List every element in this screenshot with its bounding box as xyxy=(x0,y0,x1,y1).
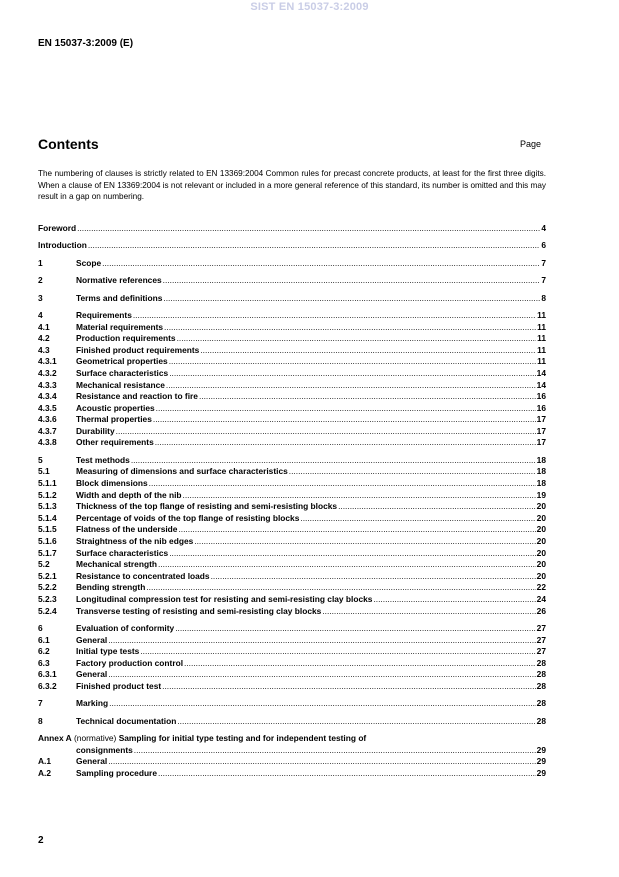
toc-entry[interactable] xyxy=(38,548,546,560)
toc-leader-dots xyxy=(322,606,535,618)
toc-entry-title: Percentage of voids of the top flange of resisting blocks xyxy=(76,512,300,523)
toc-entry-title: Finished product test xyxy=(76,680,162,691)
toc-entry-number: A.1 xyxy=(38,756,52,767)
annex-title-row xyxy=(38,745,546,757)
toc-entry-page: 20 xyxy=(536,536,546,547)
toc-leader-dots xyxy=(175,623,535,635)
toc-entry[interactable] xyxy=(38,478,546,490)
toc-entry-title: Foreword xyxy=(38,223,77,233)
toc-entry-number: 4.1 xyxy=(38,321,50,332)
page-number: 2 xyxy=(38,835,44,846)
toc-leader-dots xyxy=(163,275,541,287)
toc-entry-title: Surface characteristics xyxy=(76,547,169,558)
toc-entry[interactable] xyxy=(38,223,546,235)
toc-entry[interactable] xyxy=(38,391,546,403)
toc-entry-title: Normative references xyxy=(76,275,162,286)
toc-entry[interactable] xyxy=(38,368,546,380)
toc-leader-dots xyxy=(102,258,540,270)
toc-entry[interactable] xyxy=(38,380,546,392)
toc-entry-line xyxy=(76,466,546,478)
toc-entry-number: 5.1.4 xyxy=(38,512,57,523)
toc-entry-number: 5.2 xyxy=(38,559,50,570)
toc-entry-line xyxy=(76,623,546,635)
annex-entry[interactable] xyxy=(38,756,546,768)
toc-entry-title: Other requirements xyxy=(76,437,154,448)
toc-leader-dots xyxy=(184,658,536,670)
toc-entry-title: Evaluation of conformity xyxy=(76,622,175,633)
toc-entry-number: 5.1.5 xyxy=(38,524,57,535)
toc-leader-dots xyxy=(116,426,536,438)
toc-entry-number: 5.1 xyxy=(38,466,50,477)
toc-entry[interactable] xyxy=(38,466,546,478)
toc-entry-title: Straightness of the nib edges xyxy=(76,536,194,547)
toc-entry-title: Resistance to concentrated loads xyxy=(76,570,210,581)
toc-entry-line xyxy=(38,223,546,235)
toc-entry-number: 5.2.1 xyxy=(38,570,57,581)
toc-entry-page: 27 xyxy=(536,622,546,633)
toc-entry-line xyxy=(76,455,546,467)
toc-entry-page: 27 xyxy=(536,646,546,657)
toc-entry-number: 4.3.6 xyxy=(38,414,57,425)
toc-leader-dots xyxy=(373,594,535,606)
toc-entry-line xyxy=(76,310,546,322)
toc-entry-page: 28 xyxy=(536,715,546,726)
toc-entry-line xyxy=(76,490,546,502)
toc-entry-page: 28 xyxy=(536,698,546,709)
annex-heading[interactable] xyxy=(38,733,546,745)
toc-entry[interactable] xyxy=(38,536,546,548)
toc-entry[interactable] xyxy=(38,414,546,426)
toc-leader-dots xyxy=(289,466,536,478)
toc-leader-dots xyxy=(155,437,536,449)
toc-entry-line xyxy=(76,333,546,345)
toc-entry-line xyxy=(76,559,546,571)
toc-entry-page: 17 xyxy=(536,437,546,448)
toc-entry-line xyxy=(76,380,546,392)
toc-entry-number: 5.1.1 xyxy=(38,478,57,489)
toc-entry-title: Width and depth of the nib xyxy=(76,489,182,500)
toc-entry-line xyxy=(38,240,546,252)
toc-entry-page: 24 xyxy=(536,594,546,604)
toc-leader-dots xyxy=(133,310,536,322)
toc-entry-title: Sampling procedure xyxy=(76,767,157,778)
toc-entry-number: 4.3.5 xyxy=(38,402,57,413)
toc-entry-number: 4.3.3 xyxy=(38,379,57,390)
toc-entry[interactable] xyxy=(38,606,546,618)
page-column-label: Page xyxy=(520,139,542,149)
toc-entry[interactable] xyxy=(38,333,546,345)
toc-entry-title: Thickness of the top flange of resisting and semi-resisting blocks xyxy=(76,501,338,512)
toc-entry-page: 16 xyxy=(536,402,546,413)
toc-leader-dots xyxy=(108,635,535,647)
toc-entry[interactable] xyxy=(38,455,546,467)
toc-entry-line xyxy=(76,501,546,513)
toc-entry-line xyxy=(76,635,546,647)
toc-entry[interactable] xyxy=(38,258,546,270)
toc-entry[interactable] xyxy=(38,437,546,449)
toc-entry-number: 5.1.3 xyxy=(38,501,57,512)
toc-entry-title: Initial type tests xyxy=(76,646,140,657)
toc-entry-title: Bending strength xyxy=(76,582,146,593)
toc-entry-title: Introduction xyxy=(38,240,87,251)
toc-entry-page: 16 xyxy=(536,391,546,402)
toc-entry-page: 11 xyxy=(537,333,546,344)
toc-entry-title: Geometrical properties xyxy=(76,356,168,367)
toc-entry-number: 8 xyxy=(38,715,43,726)
toc-leader-dots xyxy=(338,501,536,513)
toc-entry-page: 11 xyxy=(537,321,546,332)
toc-entry-number: 3 xyxy=(38,292,43,303)
toc-leader-dots xyxy=(169,548,535,560)
toc-entry-page: 8 xyxy=(541,292,546,303)
toc-entry[interactable] xyxy=(38,698,546,710)
toc-entry-line xyxy=(76,356,546,368)
toc-entry-title: General xyxy=(76,634,108,645)
toc-entry-number: 6.3.2 xyxy=(38,680,57,691)
toc-entry-title: Flatness of the underside xyxy=(76,524,178,535)
annex-heading-line xyxy=(38,733,546,745)
toc-entry-number: 5.2.4 xyxy=(38,605,57,616)
toc-entry-line xyxy=(76,646,546,658)
toc-entry-title: Production requirements xyxy=(76,333,176,344)
toc-entry-number: 6.3 xyxy=(38,657,50,668)
toc-entry-page: 20 xyxy=(536,559,546,570)
toc-entry-title: Factory production control xyxy=(76,657,184,668)
toc-entry[interactable] xyxy=(38,293,546,305)
toc-leader-dots xyxy=(300,513,535,525)
toc-leader-dots xyxy=(109,698,536,710)
toc-leader-dots xyxy=(194,536,535,548)
toc-entry-page: 29 xyxy=(536,756,546,767)
toc-entry-line xyxy=(76,258,546,270)
toc-entry-line xyxy=(76,414,546,426)
toc-entry-title: Transverse testing of resisting and semi-resisting clay blocks xyxy=(76,605,322,616)
document-header: EN 15037-3:2009 (E) xyxy=(38,38,134,49)
toc-entry-number: 5.2.2 xyxy=(38,582,57,593)
toc-leader-dots xyxy=(169,368,535,380)
toc-leader-dots xyxy=(158,559,536,571)
toc-leader-dots xyxy=(200,345,536,357)
toc-entry-line xyxy=(76,478,546,490)
toc-entry-page: 20 xyxy=(536,512,546,523)
toc-entry-line xyxy=(76,391,546,403)
toc-entry-page: 11 xyxy=(537,309,546,320)
toc-entry-line xyxy=(76,681,546,693)
toc-entry-line xyxy=(76,524,546,536)
toc-entry-page: 14 xyxy=(536,367,546,378)
toc-entry-number: 6.2 xyxy=(38,646,50,657)
toc-entry-title: Longitudinal compression test for resisting and semi-resisting clay blocks xyxy=(76,594,373,604)
toc-entry-page: 19 xyxy=(536,489,546,500)
toc-leader-dots xyxy=(158,768,536,780)
toc-entry-title: Test methods xyxy=(76,454,130,465)
toc-leader-dots xyxy=(140,646,535,658)
annex-title-line1: Sampling for initial type testing and for independent testing of xyxy=(118,733,367,744)
toc-entry-number: 4.3.8 xyxy=(38,437,57,448)
toc-entry-number: A.2 xyxy=(38,767,52,778)
annex-entry[interactable] xyxy=(38,768,546,780)
toc-entry-title: Scope xyxy=(76,257,102,268)
toc-entry-page: 7 xyxy=(541,275,546,286)
toc-entry[interactable] xyxy=(38,559,546,571)
intro-paragraph: The numbering of clauses is strictly related to EN 13369:2004 Common rules for precast concrete products, at least for the first three digits. When a clause of EN 13369:2004 is not relevant or included in a more general reference of this standard, its number is omitted and this may result in a gap on numbering. xyxy=(38,169,546,201)
toc-leader-dots xyxy=(146,582,535,594)
toc-entry-line xyxy=(76,756,546,768)
annex-title-line2: consignments xyxy=(76,744,133,755)
toc-leader-dots xyxy=(77,223,540,235)
toc-entry-line xyxy=(76,548,546,560)
toc-entry-title: Mechanical resistance xyxy=(76,379,165,390)
toc-entry-line xyxy=(76,368,546,380)
toc-leader-dots xyxy=(163,293,540,305)
toc-entry-page: 20 xyxy=(536,501,546,512)
toc-entry-title: Measuring of dimensions and surface characteristics xyxy=(76,466,288,477)
toc-entry[interactable] xyxy=(38,310,546,322)
toc-entry-title: Block dimensions xyxy=(76,478,148,489)
toc-entry[interactable] xyxy=(38,513,546,525)
toc-entry-page: 20 xyxy=(536,570,546,581)
toc-entry-number: 5.2.3 xyxy=(38,594,57,604)
toc-entry-page: 22 xyxy=(536,582,546,593)
toc-entry[interactable] xyxy=(38,681,546,693)
annex-label: Annex A xyxy=(38,733,72,744)
toc-entry[interactable] xyxy=(38,582,546,594)
toc-leader-dots xyxy=(131,455,536,467)
toc-entry-line xyxy=(76,698,546,710)
toc-entry[interactable] xyxy=(38,403,546,415)
toc-entry-line xyxy=(76,513,546,525)
toc-entry-number: 4 xyxy=(38,309,43,320)
toc-leader-dots xyxy=(178,524,535,536)
toc-entry-number: 4.3.1 xyxy=(38,356,57,367)
toc-entry[interactable] xyxy=(38,345,546,357)
toc-entry-line xyxy=(76,437,546,449)
toc-entry-page: 28 xyxy=(536,680,546,691)
toc-entry-page: 20 xyxy=(536,524,546,535)
toc-entry-line xyxy=(76,768,546,780)
toc-entry-line xyxy=(76,594,546,606)
toc-entry-title: Mechanical strength xyxy=(76,559,157,570)
contents-title: Contents xyxy=(38,136,99,152)
toc-entry-title: Thermal properties xyxy=(76,414,152,425)
toc-leader-dots xyxy=(164,322,536,334)
toc-entry[interactable] xyxy=(38,275,546,287)
toc-entry-page: 17 xyxy=(536,414,546,425)
toc-entry-title: Finished product requirements xyxy=(76,344,200,355)
toc-leader-dots xyxy=(166,380,536,392)
toc-entry-line xyxy=(76,426,546,438)
toc-entry-page: 29 xyxy=(536,767,546,778)
toc-leader-dots xyxy=(108,756,535,768)
toc-entry-title: General xyxy=(76,669,108,680)
toc-entry-number: 6.1 xyxy=(38,634,50,645)
toc-entry-page: 11 xyxy=(537,356,546,367)
toc-entry-page: 26 xyxy=(536,605,546,616)
toc-entry[interactable] xyxy=(38,594,546,606)
toc-entry[interactable] xyxy=(38,669,546,681)
toc-entry-title: Resistance and reaction to fire xyxy=(76,391,198,402)
toc-entry-number: 4.3 xyxy=(38,344,50,355)
toc-entry-number: 5.1.2 xyxy=(38,489,57,500)
toc-leader-dots xyxy=(211,571,536,583)
toc-entry-title: General xyxy=(76,756,108,767)
toc-entry-page: 6 xyxy=(541,240,546,251)
toc-leader-dots xyxy=(134,745,536,757)
toc-entry-line xyxy=(76,606,546,618)
toc-entry-page: 17 xyxy=(536,425,546,436)
toc-entry-line xyxy=(76,716,546,728)
toc-leader-dots xyxy=(149,478,536,490)
toc-entry-page: 18 xyxy=(536,466,546,477)
toc-entry-number: 5.1.7 xyxy=(38,547,57,558)
toc-entry-page: 28 xyxy=(536,657,546,668)
annex-page: 29 xyxy=(536,744,546,755)
toc-entry-line xyxy=(76,582,546,594)
toc-entry-line xyxy=(76,345,546,357)
toc-entry-number: 4.3.4 xyxy=(38,391,57,402)
toc-entry[interactable] xyxy=(38,501,546,513)
toc-entry-page: 11 xyxy=(537,344,546,355)
toc-entry-title: Terms and definitions xyxy=(76,292,163,303)
toc-entry-number: 6.3.1 xyxy=(38,669,57,680)
toc-entry[interactable] xyxy=(38,571,546,583)
toc-entry-line xyxy=(76,275,546,287)
toc-entry[interactable] xyxy=(38,646,546,658)
toc-entry[interactable] xyxy=(38,524,546,536)
toc-entry[interactable] xyxy=(38,716,546,728)
toc-entry-number: 6 xyxy=(38,622,43,633)
toc-leader-dots xyxy=(162,681,536,693)
toc-entry-number: 5.1.6 xyxy=(38,536,57,547)
toc-entry-page: 27 xyxy=(536,634,546,645)
toc-entry-line xyxy=(76,658,546,670)
toc-entry-page: 18 xyxy=(536,454,546,465)
toc-entry-number: 1 xyxy=(38,257,43,268)
toc-entry[interactable] xyxy=(38,426,546,438)
toc-entry-page: 28 xyxy=(536,669,546,680)
toc-entry[interactable] xyxy=(38,635,546,647)
toc-entry[interactable] xyxy=(38,322,546,334)
toc-entry[interactable] xyxy=(38,658,546,670)
toc-entry-number: 4.3.7 xyxy=(38,425,57,436)
toc-entry-line xyxy=(76,669,546,681)
toc-entry-number: 4.2 xyxy=(38,333,50,344)
toc-entry-title: Marking xyxy=(76,698,109,709)
watermark: SIST EN 15037-3:2009 xyxy=(250,1,369,13)
toc-entry-line xyxy=(76,403,546,415)
toc-leader-dots xyxy=(169,356,536,368)
toc-entry-number: 2 xyxy=(38,275,43,286)
toc-entry[interactable] xyxy=(38,490,546,502)
toc-leader-dots xyxy=(153,414,536,426)
toc-leader-dots xyxy=(88,240,540,252)
table-of-contents xyxy=(38,223,546,780)
toc-entry[interactable] xyxy=(38,356,546,368)
toc-entry-number: 7 xyxy=(38,698,43,709)
toc-entry-line xyxy=(76,536,546,548)
toc-leader-dots xyxy=(177,333,537,345)
toc-leader-dots xyxy=(183,490,536,502)
toc-entry[interactable] xyxy=(38,623,546,635)
toc-entry-title: Material requirements xyxy=(76,321,164,332)
toc-entry-line xyxy=(76,293,546,305)
toc-entry-page: 7 xyxy=(541,257,546,268)
toc-entry-title: Requirements xyxy=(76,309,132,320)
annex-normative: (normative) xyxy=(74,733,117,744)
toc-leader-dots xyxy=(108,669,535,681)
toc-entry-number: 4.3.2 xyxy=(38,367,57,378)
toc-entry-title: Acoustic properties xyxy=(76,402,155,413)
toc-entry-line xyxy=(76,571,546,583)
toc-entry-page: 20 xyxy=(536,547,546,558)
toc-entry[interactable] xyxy=(38,240,546,252)
toc-entry-number: 5 xyxy=(38,454,43,465)
toc-entry-title: Durability xyxy=(76,425,115,436)
toc-leader-dots xyxy=(177,716,535,728)
toc-entry-page: 18 xyxy=(536,478,546,489)
toc-leader-dots xyxy=(156,403,536,415)
toc-entry-title: Technical documentation xyxy=(76,715,177,726)
toc-entry-page: 4 xyxy=(541,223,546,233)
toc-entry-page: 14 xyxy=(536,379,546,390)
toc-entry-line xyxy=(76,322,546,334)
toc-entry-title: Surface characteristics xyxy=(76,367,169,378)
toc-leader-dots xyxy=(199,391,536,403)
toc-entry-line xyxy=(76,745,546,757)
